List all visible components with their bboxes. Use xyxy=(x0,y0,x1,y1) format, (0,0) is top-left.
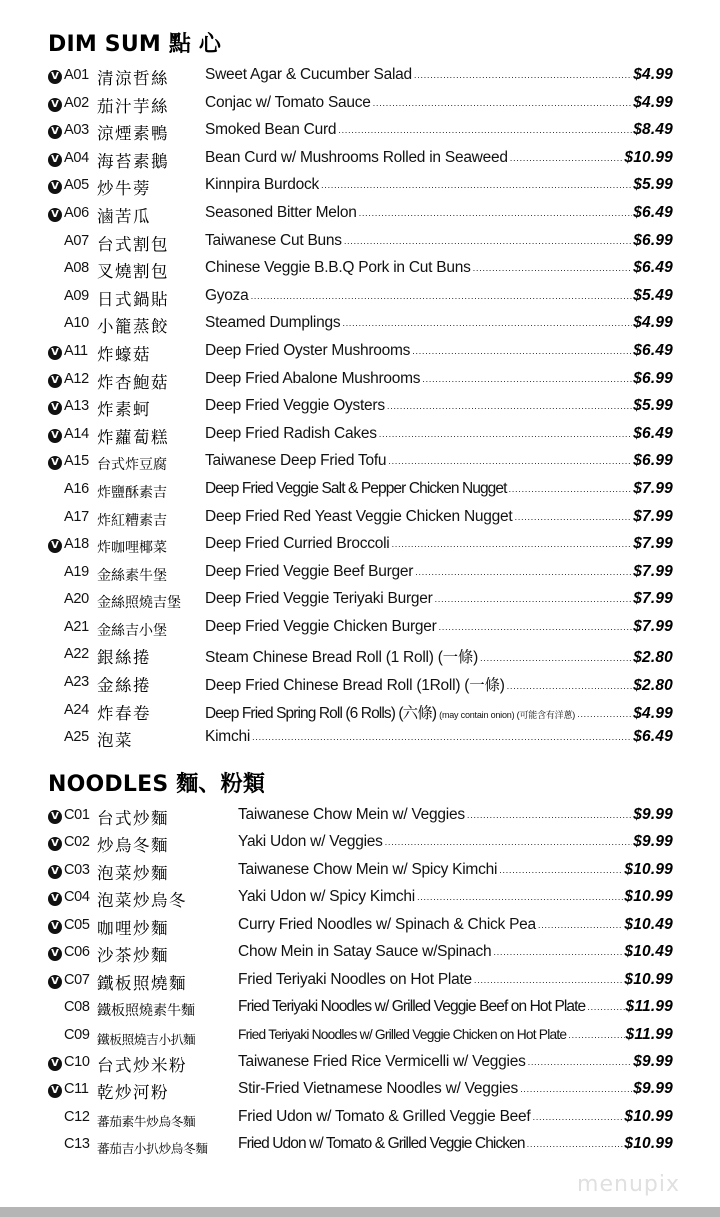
item-code: A03 xyxy=(64,122,89,139)
dot-leader xyxy=(587,997,624,1015)
item-line xyxy=(205,590,673,608)
item-english-name: Deep Fried Veggie Salt & Pepper Chicken Nugget xyxy=(205,479,507,497)
item-english-name: Taiwanese Deep Fried Tofu xyxy=(205,452,387,470)
item-price: $6.99 xyxy=(633,369,673,387)
item-price: $10.99 xyxy=(624,148,673,166)
item-chinese-name: 泡菜 xyxy=(97,731,133,751)
menu-item xyxy=(0,643,720,671)
item-english-name: Taiwanese Chow Mein w/ Spicy Kimchi xyxy=(238,860,498,878)
item-chinese-name: 金絲素牛堡 xyxy=(97,567,167,584)
item-price: $5.99 xyxy=(633,176,673,194)
item-line xyxy=(205,397,673,415)
item-chinese-name: 泡菜炒烏冬 xyxy=(97,891,187,911)
menu-item xyxy=(0,340,720,368)
menu-item xyxy=(0,831,720,858)
item-price: $7.99 xyxy=(633,562,673,580)
item-price: $4.99 xyxy=(633,93,673,111)
menu-item xyxy=(0,969,720,996)
vegetarian-icon: V xyxy=(48,947,62,961)
item-price: $7.99 xyxy=(633,535,673,553)
menu-item xyxy=(0,859,720,886)
item-english-name: Deep Fried Curried Broccoli xyxy=(205,535,390,553)
item-code: C03 xyxy=(64,861,90,878)
item-chinese-name: 蕃茄素牛炒烏冬麵 xyxy=(97,1113,196,1129)
item-code: A08 xyxy=(64,260,89,277)
item-line xyxy=(205,232,673,250)
item-code: A02 xyxy=(64,94,89,111)
item-line xyxy=(205,94,673,112)
item-code: C13 xyxy=(64,1136,90,1153)
item-chinese-name: 台式炸豆腐 xyxy=(97,457,167,474)
item-chinese-name: 炸春卷 xyxy=(97,703,151,723)
item-code: A11 xyxy=(64,342,88,359)
item-price: $11.99 xyxy=(625,1025,673,1043)
vegetarian-icon: V xyxy=(48,975,62,989)
vegetarian-icon: V xyxy=(48,374,62,388)
vegetarian-icon: V xyxy=(48,1084,62,1098)
item-price: $11.99 xyxy=(625,998,673,1016)
item-chinese-name: 滷苦瓜 xyxy=(97,206,151,226)
dot-leader xyxy=(499,860,623,878)
item-line xyxy=(238,1053,673,1071)
item-chinese-name: 台式炒米粉 xyxy=(97,1055,187,1075)
dot-leader xyxy=(528,1052,633,1070)
dim-sum-title: DIM SUM 點 心 xyxy=(48,32,222,57)
item-price: $10.99 xyxy=(624,860,673,878)
item-english-name: Gyoza xyxy=(205,286,249,304)
menu-item xyxy=(0,1024,720,1051)
menu-item xyxy=(0,230,720,258)
item-chinese-name: 咖哩炒麵 xyxy=(97,918,169,938)
menu-item xyxy=(0,257,720,285)
menu-item xyxy=(0,671,720,699)
item-english-name: Deep Fried Veggie Teriyaki Burger xyxy=(205,590,433,608)
item-english-name: Deep Fried Veggie Beef Burger xyxy=(205,562,414,580)
dot-leader xyxy=(510,148,624,166)
item-line xyxy=(205,259,673,277)
item-english-name: Deep Fried Red Yeast Veggie Chicken Nugget xyxy=(205,507,513,525)
menu-item xyxy=(0,533,720,561)
item-english-name: Deep Fried Veggie Chicken Burger xyxy=(205,617,437,635)
item-line xyxy=(238,1080,673,1098)
item-chinese-name: 炒牛蒡 xyxy=(97,179,151,199)
dot-leader xyxy=(532,1107,623,1125)
dot-leader xyxy=(422,369,632,387)
item-price: $6.49 xyxy=(633,728,673,746)
item-line xyxy=(238,1026,673,1044)
vegetarian-icon: V xyxy=(48,837,62,851)
menu-item xyxy=(0,1078,720,1105)
item-chinese-name: 炸蘿蔔糕 xyxy=(97,427,169,447)
item-price: $9.99 xyxy=(633,1080,673,1098)
item-chinese-name: 炸紅糟素吉 xyxy=(97,512,167,529)
item-price: $6.49 xyxy=(633,259,673,277)
item-english-name: Conjac w/ Tomato Sauce xyxy=(205,93,371,111)
item-english-name: Deep Fried Spring Roll (6 Rolls) (六條) xyxy=(205,704,437,722)
item-line xyxy=(205,645,673,667)
vegetarian-icon: V xyxy=(48,920,62,934)
item-chinese-name: 金絲照燒吉堡 xyxy=(97,595,181,612)
item-english-name: Steamed Dumplings xyxy=(205,314,341,332)
item-chinese-name: 茄汁芋絲 xyxy=(97,96,169,116)
dot-leader xyxy=(474,970,623,988)
item-price: $10.99 xyxy=(624,970,673,988)
vegetarian-icon: V xyxy=(48,70,62,84)
item-line xyxy=(205,728,673,746)
menu-item xyxy=(0,914,720,941)
menu-item xyxy=(0,804,720,831)
item-chinese-name: 清涼哲絲 xyxy=(97,69,169,88)
vegetarian-icon: V xyxy=(48,810,62,824)
item-english-name: Taiwanese Cut Buns xyxy=(205,231,342,249)
menu-item xyxy=(0,174,720,202)
dot-leader xyxy=(385,832,633,850)
dot-leader xyxy=(344,231,632,249)
item-english-name: Deep Fried Abalone Mushrooms xyxy=(205,369,421,387)
menu-item xyxy=(0,478,720,506)
menu-item xyxy=(0,119,720,147)
item-code: A22 xyxy=(64,646,89,663)
item-price: $10.99 xyxy=(624,1107,673,1125)
dot-leader xyxy=(373,93,633,111)
item-chinese-name: 小籠蒸餃 xyxy=(97,317,169,337)
item-code: A25 xyxy=(64,729,89,746)
item-english-name: Deep Fried Chinese Bread Roll (1Roll) (一條) xyxy=(205,677,505,695)
item-price: $7.99 xyxy=(633,590,673,608)
item-line xyxy=(238,943,673,961)
vegetarian-icon: V xyxy=(48,865,62,879)
item-chinese-name: 鐵板照燒吉小扒麵 xyxy=(97,1031,196,1047)
item-line xyxy=(205,149,673,167)
item-code: A19 xyxy=(64,563,89,580)
item-price: $7.99 xyxy=(633,507,673,525)
item-line xyxy=(238,1108,673,1126)
item-price: $8.49 xyxy=(633,121,673,139)
item-chinese-name: 鐵板照燒素牛麵 xyxy=(97,1003,195,1020)
item-english-name: Taiwanese Chow Mein w/ Veggies xyxy=(238,806,465,823)
item-code: A06 xyxy=(64,204,89,221)
vegetarian-icon: V xyxy=(48,1057,62,1071)
dot-leader xyxy=(387,396,632,414)
item-price: $6.49 xyxy=(633,424,673,442)
item-price: $4.99 xyxy=(633,66,673,83)
item-code: A15 xyxy=(64,453,89,470)
dot-leader xyxy=(473,258,633,276)
item-english-name: Fried Teriyaki Noodles w/ Grilled Veggie Chicken on Hot Plate xyxy=(238,1026,567,1042)
vegetarian-icon: V xyxy=(48,98,62,112)
item-chinese-name: 日式鍋貼 xyxy=(97,289,169,309)
menu-item xyxy=(0,726,720,754)
item-chinese-name: 台式炒麵 xyxy=(97,809,169,828)
item-chinese-name: 台式割包 xyxy=(97,234,169,254)
item-english-name: Deep Fried Oyster Mushrooms xyxy=(205,341,411,359)
dot-leader xyxy=(415,562,632,580)
item-price: $10.99 xyxy=(624,1135,673,1153)
menu-item xyxy=(0,506,720,534)
vegetarian-icon: V xyxy=(48,401,62,415)
item-code: A12 xyxy=(64,370,89,387)
item-code: C04 xyxy=(64,889,90,906)
item-english-name: Sweet Agar & Cucumber Salad xyxy=(205,66,412,83)
dot-leader xyxy=(252,727,632,745)
item-english-name: Chinese Veggie B.B.Q Pork in Cut Buns xyxy=(205,259,471,277)
item-chinese-name: 銀絲捲 xyxy=(97,648,151,668)
item-code: A13 xyxy=(64,398,89,415)
item-english-name: Yaki Udon w/ Veggies xyxy=(238,833,383,851)
item-line xyxy=(205,370,673,388)
item-english-name: Fried Teriyaki Noodles w/ Grilled Veggie Beef on Hot Plate xyxy=(238,998,586,1016)
item-english-name: Smoked Bean Curd xyxy=(205,121,337,139)
item-line xyxy=(205,535,673,553)
dot-leader xyxy=(509,479,633,497)
item-line xyxy=(205,425,673,443)
item-chinese-name: 叉燒割包 xyxy=(97,262,169,282)
dot-leader xyxy=(412,341,632,359)
dot-leader xyxy=(435,589,633,607)
dot-leader xyxy=(379,424,632,442)
item-price: $10.49 xyxy=(624,943,673,961)
item-price: $2.80 xyxy=(633,649,673,667)
item-price: $4.99 xyxy=(633,704,673,722)
item-chinese-name: 金絲吉小堡 xyxy=(97,622,167,639)
item-english-name: Fried Udon w/ Tomato & Grilled Veggie Chicken xyxy=(238,1135,525,1153)
menu-item xyxy=(0,1133,720,1160)
menu-item xyxy=(0,616,720,644)
dot-leader xyxy=(359,203,633,221)
item-line xyxy=(238,998,673,1016)
watermark: menupix xyxy=(577,1172,680,1197)
item-english-name: Seasoned Bitter Melon xyxy=(205,203,357,221)
item-chinese-name: 炸杏鮑菇 xyxy=(97,372,169,392)
item-chinese-name: 炒烏冬麵 xyxy=(97,836,169,856)
item-chinese-name: 乾炒河粉 xyxy=(97,1083,169,1103)
dot-leader xyxy=(388,451,632,469)
item-chinese-name: 炸素蚵 xyxy=(97,400,151,420)
item-line xyxy=(238,916,673,934)
item-code: C08 xyxy=(64,999,90,1016)
noodles-list xyxy=(0,804,720,1161)
dot-leader xyxy=(417,887,623,905)
item-line xyxy=(205,563,673,581)
dot-leader xyxy=(577,704,632,722)
item-code: A07 xyxy=(64,232,89,249)
item-code: A21 xyxy=(64,618,89,635)
item-code: A09 xyxy=(64,287,89,304)
item-english-name: Yaki Udon w/ Spicy Kimchi xyxy=(238,888,415,906)
item-code: A17 xyxy=(64,508,89,525)
item-line xyxy=(205,508,673,526)
menu-item xyxy=(0,312,720,340)
menu-item xyxy=(0,395,720,423)
menu-item xyxy=(0,886,720,913)
menu-item xyxy=(0,941,720,968)
dot-leader xyxy=(338,120,632,138)
dot-leader xyxy=(568,1025,624,1043)
item-line xyxy=(205,480,673,498)
item-line xyxy=(238,888,673,906)
item-line xyxy=(238,971,673,989)
item-code: A18 xyxy=(64,536,89,553)
bottom-edge xyxy=(0,1207,720,1217)
dot-leader xyxy=(439,617,633,635)
item-price: $6.99 xyxy=(633,452,673,470)
item-chinese-name: 蕃茄吉小扒炒烏冬麵 xyxy=(97,1141,208,1157)
item-line xyxy=(205,121,673,139)
menu-item xyxy=(0,423,720,451)
item-code: C11 xyxy=(64,1081,89,1098)
noodles-title: NOODLES 麵、粉類 xyxy=(48,772,266,797)
item-line xyxy=(238,861,673,879)
item-chinese-name: 海苔素鵝 xyxy=(97,151,169,171)
item-chinese-name: 炸蠔菇 xyxy=(97,344,151,364)
item-price: $6.99 xyxy=(633,231,673,249)
menu-item xyxy=(0,147,720,175)
dot-leader xyxy=(467,805,632,823)
item-english-name: Fried Udon w/ Tomato & Grilled Veggie Beef xyxy=(238,1107,531,1125)
item-chinese-name: 金絲捲 xyxy=(97,676,151,696)
item-price: $6.49 xyxy=(633,203,673,221)
dot-leader xyxy=(493,942,623,960)
item-code: A05 xyxy=(64,177,89,194)
item-price: $9.99 xyxy=(633,833,673,851)
item-code: A24 xyxy=(64,701,89,718)
item-english-name: Kinnpira Burdock xyxy=(205,176,320,194)
item-code: C12 xyxy=(64,1108,90,1125)
menu-item xyxy=(0,588,720,616)
item-line xyxy=(205,701,673,723)
item-code: C10 xyxy=(64,1053,90,1070)
item-code: C01 xyxy=(64,807,90,823)
vegetarian-icon: V xyxy=(48,180,62,194)
menu-item xyxy=(0,202,720,230)
menu-item xyxy=(0,561,720,589)
vegetarian-icon: V xyxy=(48,892,62,906)
item-code: A16 xyxy=(64,480,89,497)
dim-sum-list xyxy=(0,64,720,754)
item-line xyxy=(205,673,673,695)
dot-leader xyxy=(414,65,632,83)
item-price: $2.80 xyxy=(633,677,673,695)
vegetarian-icon: V xyxy=(48,125,62,139)
item-line xyxy=(238,833,673,851)
item-price: $5.49 xyxy=(633,286,673,304)
item-chinese-name: 鐵板照燒麵 xyxy=(97,973,187,993)
item-line xyxy=(205,452,673,470)
item-price: $7.99 xyxy=(633,479,673,497)
item-code: C07 xyxy=(64,971,90,988)
item-line xyxy=(205,618,673,636)
item-code: A23 xyxy=(64,674,89,691)
item-line xyxy=(238,1135,673,1153)
menu-item xyxy=(0,450,720,478)
item-english-name: Curry Fried Noodles w/ Spinach & Chick Pea xyxy=(238,915,536,933)
item-chinese-name: 炸咖哩椰菜 xyxy=(97,540,167,557)
item-price: $10.99 xyxy=(624,888,673,906)
vegetarian-icon: V xyxy=(48,456,62,470)
dot-leader xyxy=(321,175,632,193)
item-price: $10.49 xyxy=(624,915,673,933)
item-code: C02 xyxy=(64,834,90,851)
item-english-name: Fried Teriyaki Noodles on Hot Plate xyxy=(238,970,472,988)
item-code: A01 xyxy=(64,67,89,83)
item-chinese-name: 涼煙素鴨 xyxy=(97,124,169,144)
item-code: A14 xyxy=(64,425,89,442)
vegetarian-icon: V xyxy=(48,429,62,443)
item-line xyxy=(238,806,673,824)
vegetarian-icon: V xyxy=(48,346,62,360)
item-english-name: Steam Chinese Bread Roll (1 Roll) (一條) xyxy=(205,649,479,667)
item-code: C09 xyxy=(64,1026,90,1043)
item-price: $9.99 xyxy=(633,1052,673,1070)
item-price: $6.49 xyxy=(633,341,673,359)
item-english-name: Stir-Fried Vietnamese Noodles w/ Veggies xyxy=(238,1080,519,1098)
dot-leader xyxy=(507,676,633,694)
item-code: A20 xyxy=(64,591,89,608)
item-code: C05 xyxy=(64,916,90,933)
item-line xyxy=(205,287,673,305)
item-chinese-name: 沙茶炒麵 xyxy=(97,946,169,966)
menu-item xyxy=(0,92,720,120)
dot-leader xyxy=(514,507,632,525)
item-english-name: Taiwanese Fried Rice Vermicelli w/ Veggies xyxy=(238,1052,526,1070)
dot-leader xyxy=(480,648,632,666)
item-price: $4.99 xyxy=(633,314,673,332)
dot-leader xyxy=(527,1134,624,1152)
dot-leader xyxy=(538,915,623,933)
item-english-name: Bean Curd w/ Mushrooms Rolled in Seaweed xyxy=(205,148,508,166)
dot-leader xyxy=(520,1079,632,1097)
item-line xyxy=(205,204,673,222)
menu-item xyxy=(0,996,720,1023)
item-note: (may contain onion) (可能含有洋蔥) xyxy=(439,709,576,720)
menu-item xyxy=(0,1051,720,1078)
item-chinese-name: 泡菜炒麵 xyxy=(97,863,169,883)
item-line xyxy=(205,342,673,360)
menu-item xyxy=(0,699,720,727)
vegetarian-icon: V xyxy=(48,208,62,222)
item-code: A10 xyxy=(64,315,89,332)
item-price: $7.99 xyxy=(633,617,673,635)
vegetarian-icon: V xyxy=(48,153,62,167)
item-english-name: Kimchi xyxy=(205,728,251,746)
dot-leader xyxy=(342,313,632,331)
menu-item xyxy=(0,1106,720,1133)
item-code: A04 xyxy=(64,149,89,166)
item-english-name: Chow Mein in Satay Sauce w/Spinach xyxy=(238,943,492,961)
menu-item xyxy=(0,64,720,92)
item-price: $9.99 xyxy=(633,806,673,823)
item-code: C06 xyxy=(64,944,90,961)
item-line xyxy=(205,314,673,332)
menu-item xyxy=(0,285,720,313)
dot-leader xyxy=(251,286,633,304)
item-english-name: Deep Fried Veggie Oysters xyxy=(205,397,385,415)
item-price: $5.99 xyxy=(633,397,673,415)
item-line xyxy=(205,176,673,194)
menu-item xyxy=(0,368,720,396)
dot-leader xyxy=(392,534,633,552)
item-english-name: Deep Fried Radish Cakes xyxy=(205,424,377,442)
vegetarian-icon: V xyxy=(48,539,62,553)
item-line xyxy=(205,66,673,84)
item-chinese-name: 炸鹽酥素吉 xyxy=(97,484,167,501)
